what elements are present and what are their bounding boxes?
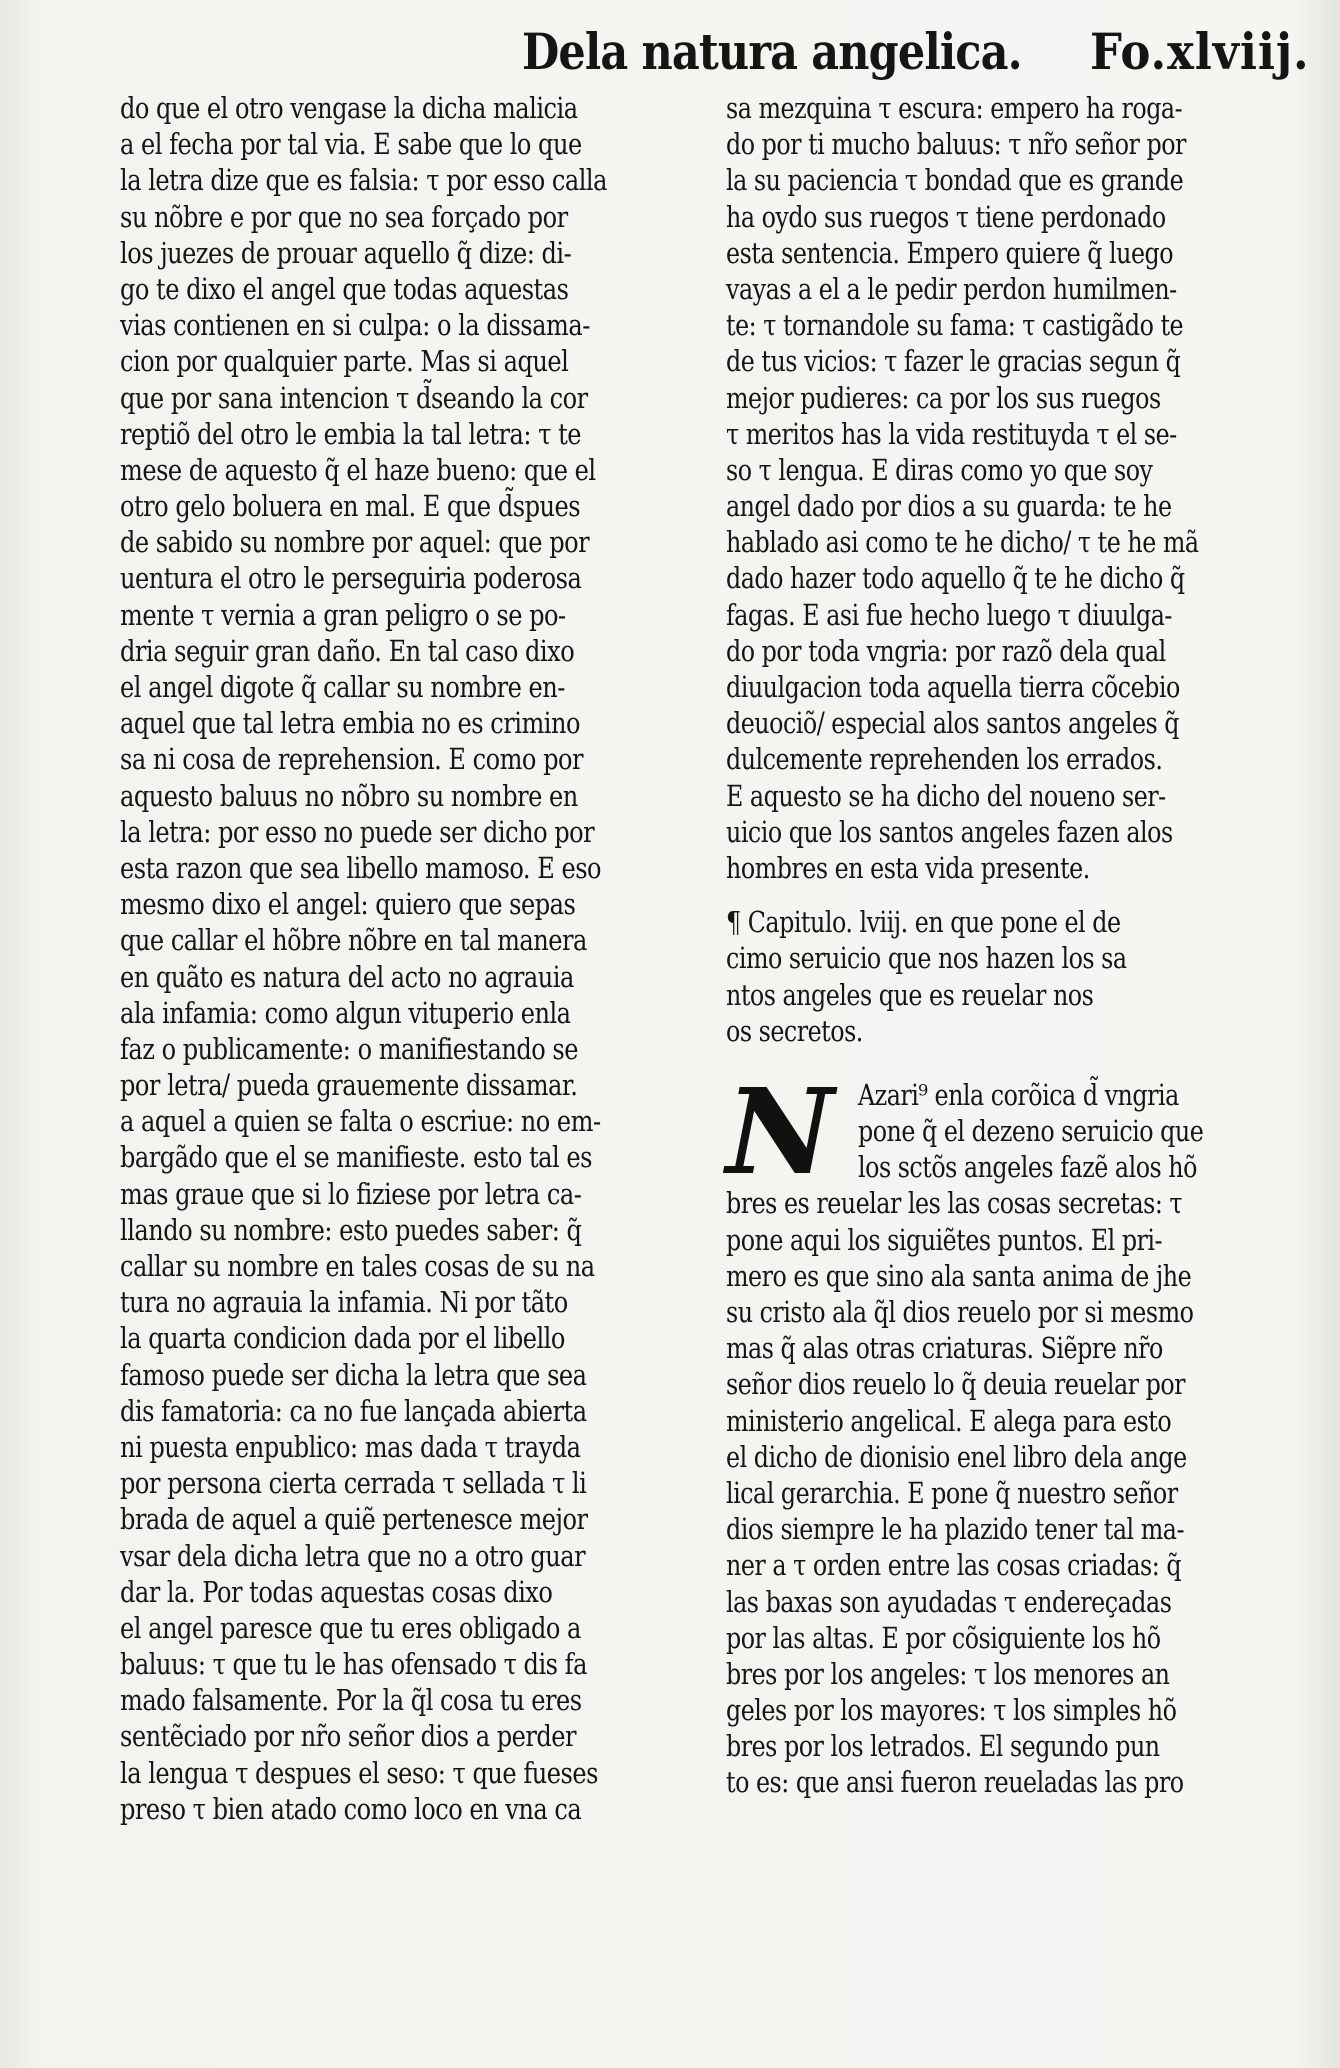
text-line: bres es reuelar les las cosas secretas: τ [726,1186,1183,1221]
text-line: dios siempre le ha plazido tener tal ma- [726,1512,1185,1547]
text-line: mejor pudieres: ca por los sus ruegos [726,380,1161,415]
text-line: preso τ bien atado como loco en vna ca [120,1791,582,1826]
text-line: hombres en esta vida presente. [726,850,1090,885]
text-line: de tus vicios: τ fazer le gracias segun q̃ [726,344,1181,379]
text-line: mero es que sino ala santa anima de jhe [726,1258,1192,1293]
text-line: go te dixo el angel que todas aquestas [120,271,569,306]
text-line: geles por los mayores: τ los simples hõ [726,1693,1177,1728]
text-line: esta sentencia. Empero quiere q̃ luego [726,235,1174,270]
text-line: sentẽciado por nr̃o señor dios a perder [120,1719,577,1754]
initial-block [726,1061,1278,1201]
text-line: diuulgacion toda aquella tierra cõcebio [726,670,1180,704]
text-line: mesmo dixo el angel: quiero que sepas [120,887,576,922]
chapter-heading-line: cimo seruicio que nos hazen los sa [726,941,1127,976]
text-line: ni puesta enpublico: mas dada τ trayda [120,1429,581,1464]
text-line: llando su nombre: esto puedes saber: q̃ [120,1212,582,1247]
text-line: famoso puede ser dicha la letra que sea [120,1357,587,1392]
text-line: to es: que ansi fueron reueladas las pro [726,1765,1184,1800]
text-line: pone q̃ el dezeno seruicio que [858,1114,1204,1149]
chapter-heading-line: ¶ Capitulo. lviij. en que pone el de [726,905,1121,940]
text-line: mado falsamente. Por la q̃l cosa tu eres [120,1683,582,1718]
text-line: angel dado por dios a su guarda: te he [726,489,1172,524]
text-line: el dicho de dionisio enel libro dela ange [726,1439,1187,1474]
text-line: uentura el otro le perseguiria poderosa [120,561,582,596]
text-line: que por sana intencion τ d̃seando la cor [120,380,588,415]
text-line: mas graue que si lo fiziese por letra ca- [120,1176,582,1211]
text-line: bargãdo que el se manifieste. esto tal es [120,1140,592,1175]
text-line: por persona cierta cerrada τ sellada τ li [120,1466,587,1501]
text-line: su cristo ala q̃l dios reuelo por si mesmo [726,1295,1194,1329]
text-line: dado hazer todo aquello q̃ te he dicho q̃ [726,561,1185,596]
text-line: bres por los angeles: τ los menores an [726,1656,1170,1691]
text-line: vayas a el a le pedir perdon humilmen- [726,271,1177,306]
text-line: fagas. E asi fue hecho luego τ diuulga- [726,597,1172,632]
text-line: Azari⁹ enla corõica d̃ vngria [858,1077,1179,1112]
running-title: Dela natura angelica. [522,22,1022,81]
text-line: sa mezquina τ escura: empero ha roga- [726,91,1183,125]
text-line: en quãto es natura del acto no agrauia [120,959,574,994]
text-line: vias contienen en si culpa: o la dissama- [120,308,590,343]
text-line: do que el otro vengase la dicha malicia [120,91,578,125]
left-column [120,90,672,1827]
text-line: aquel que tal letra embia no es crimino [120,706,581,741]
text-line: dis famatoria: ca no fue lançada abierta [120,1393,587,1428]
text-line: cion por qualquier parte. Mas si aquel [120,344,569,379]
text-line: pone aqui los siguiẽtes puntos. El pri- [726,1222,1163,1257]
text-line: otro gelo boluera en mal. E que d̃spues [120,489,581,524]
right-column-body-text [726,1185,1278,1800]
text-line: ala infamia: como algun vituperio enla [120,995,571,1030]
text-line: E aquesto se ha dicho del noueno ser- [726,778,1166,813]
drop-cap-initial: N [726,1061,834,1201]
text-line: mese de aquesto q̃ el haze bueno: que el [120,452,596,487]
text-line: dria seguir gran daño. En tal caso dixo [120,633,575,668]
text-line: los juezes de prouar aquello q̃ dize: di- [120,235,572,270]
text-line: esta razon que sea libello mamoso. E eso [120,850,602,885]
chapter-heading-line: os secretos. [726,1013,863,1048]
text-line: la quarta condicion dada por el libello [120,1321,565,1356]
text-line: hablado asi como te he dicho/ τ te he mã [726,525,1199,560]
text-line: dulcemente reprehenden los errados. [726,742,1163,777]
text-line: brada de aquel a quiẽ pertenesce mejor [120,1502,588,1537]
text-line: aquesto baluus no nõbro su nombre en [120,778,578,813]
text-line: τ meritos has la vida restituyda τ el se- [726,416,1177,451]
text-line: bres por los letrados. El segundo pun [726,1729,1160,1764]
text-line: mente τ vernia a gran peligro o se po- [120,597,566,632]
text-line: el angel paresce que tu eres obligado a [120,1610,581,1645]
right-column [726,90,1278,1801]
text-line: por las altas. E por cõsiguiente los hõ [726,1620,1161,1655]
text-line: do por toda vngria: por razõ dela qual [726,633,1166,668]
folio-number: Fo.xlviij. [1090,22,1310,81]
text-line: los sctõs angeles fazẽ alos hõ [858,1150,1197,1185]
text-line: señor dios reuelo lo q̃ deuia reuelar por [726,1367,1186,1402]
text-line: vsar dela dicha letra que no a otro guar [120,1538,586,1573]
text-line: baluus: τ que tu le has ofensado τ dis fa [120,1647,587,1682]
text-line: lical gerarchia. E pone q̃ nuestro señor [726,1475,1178,1510]
text-line: uicio que los santos angeles fazen alos [726,814,1173,849]
text-line: faz o publicamente: o manifiestando se [120,1031,579,1066]
text-line: las baxas son ayudadas τ endereçadas [726,1584,1172,1619]
text-line: callar su nombre en tales cosas de su na [120,1249,595,1283]
text-line: mas q̃ alas otras criaturas. Siẽpre nr̃o [726,1331,1163,1366]
text-line: so τ lengua. E diras como yo que soy [726,452,1153,487]
text-line: do por ti mucho baluus: τ nr̃o señor por [726,127,1186,162]
text-line: reptiõ del otro le embia la tal letra: τ te [120,416,582,451]
text-line: te: τ tornandole su fama: τ castigãdo te [726,308,1184,343]
chapter-heading [726,904,1278,1049]
text-line: ministerio angelical. E alega para esto [726,1403,1172,1438]
text-line: por letra/ pueda grauemente dissamar. [120,1068,578,1103]
text-line: a aquel a quien se falta o escriue: no em- [120,1104,601,1139]
text-line: el angel digote q̃ callar su nombre en- [120,670,565,704]
text-line: la letra dize que es falsia: τ por esso calla [120,163,607,198]
text-line: ner a τ orden entre las cosas criadas: q̃ [726,1548,1182,1583]
text-line: su nõbre e por que no sea forçado por [120,199,568,234]
text-line: a el fecha por tal via. E sabe que lo que [120,127,582,162]
text-line: tura no agrauia la infamia. Ni por tãto [120,1285,568,1320]
page-header [0,10,1340,80]
chapter-heading-line: ntos angeles que es reuelar nos [726,977,1094,1012]
text-line: la letra: por esso no puede ser dicho por [120,814,595,849]
text-line: dar la. Por todas aquestas cosas dixo [120,1574,553,1609]
text-line: sa ni cosa de reprehension. E como por [120,742,583,777]
right-column-top-text [726,90,1278,886]
text-line: de sabido su nombre por aquel: que por [120,525,590,560]
text-line: deuociõ/ especial alos santos angeles q̃ [726,706,1180,741]
text-line: la su paciencia τ bondad que es grande [726,163,1184,198]
text-line: que callar el hõbre nõbre en tal manera [120,923,587,958]
text-line: ha oydo sus ruegos τ tiene perdonado [726,199,1166,234]
text-line: la lengua τ despues el seso: τ que fueses [120,1755,598,1790]
